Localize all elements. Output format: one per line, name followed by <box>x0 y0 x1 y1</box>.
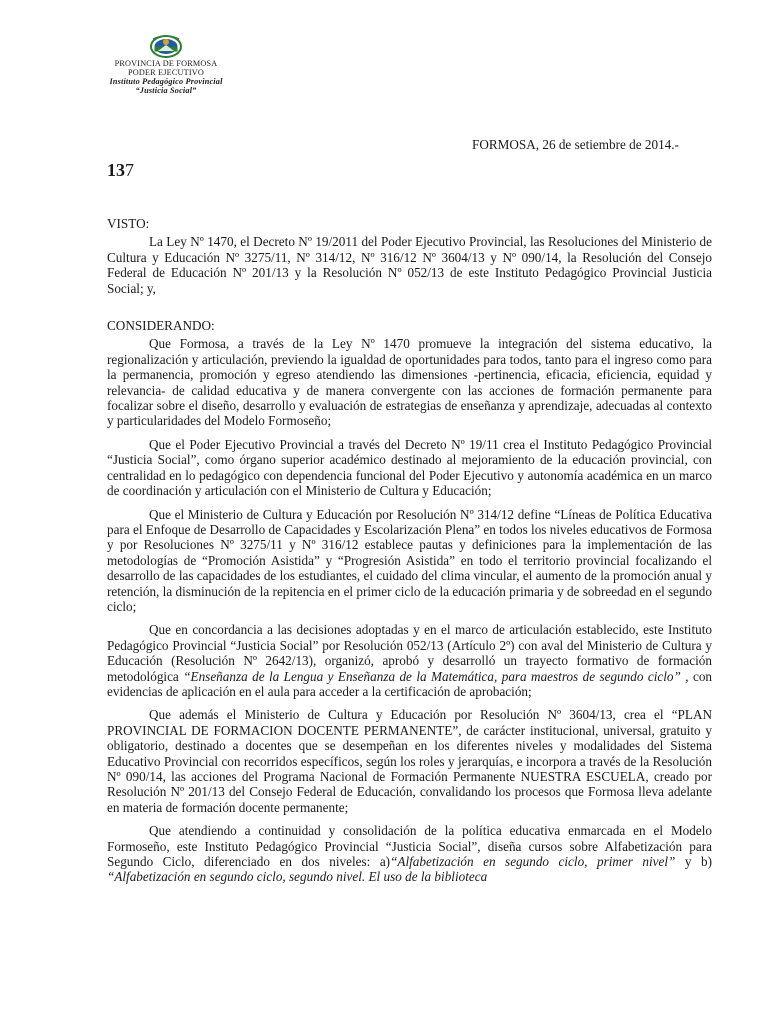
resolution-number-last: 7 <box>125 160 134 180</box>
paragraph-4-text-b: , con evidencias de aplicación en el aula para acceder a la certificación de aprobación; <box>107 668 713 699</box>
considerando-paragraph-3: Que el Ministerio de Cultura y Educación por Resolución Nº 314/12 define “Líneas de Política Educativa para el Enfoque de Desarrollo de Capacidades y Escolarización Plena” en todos los niveles educativos de Formosa y por Resoluciones Nº 3275/11 y Nº 316/12 establece pautas y definiciones para la implementación de las metodologías de “Promoción Asistida” y “Progresión Asistida” en todo el territorio provincial focalizando el desarrollo de las capacidades de los estudiantes, el cuidado del clima vincular, el aumento de la promoción anual y retención, la disminución de la repitencia en el primer ciclo de la educación primaria y de sobreedad en el segundo ciclo; <box>107 506 712 614</box>
course-level-2-italic: “Alfabetización en segundo ciclo, segundo nivel. El uso de la biblioteca <box>107 869 488 885</box>
considerando-paragraph-1: Que Formosa, a través de la Ley Nº 1470 promueve la integración del sistema educativo, la regionalización y articulación, previendo la igualdad de oportunidades para todos, tanto para el ingreso como para la permanencia, promoción y egreso atendiendo las dimensiones -pertinencia, eficacia, eficiencia, equidad y relevancia- de calidad educativa y de manera convergente con las acciones de formación permanente para focalizar sobre el diseño, desarrollo y evaluación de estrategias de enseñanza y aprendizaje, adecuadas al contexto y particularidades del Modelo Formoseño; <box>107 336 712 429</box>
document-date: FORMOSA, 26 de setiembre de 2014.- <box>472 137 679 152</box>
visto-heading: VISTO: <box>107 216 150 231</box>
considerando-paragraph-6 <box>107 823 712 885</box>
considerando-paragraph-4 <box>107 622 712 699</box>
letterhead <box>104 34 228 95</box>
considerando-heading: CONSIDERANDO: <box>107 318 215 334</box>
resolution-number-main: 13 <box>107 160 125 180</box>
letterhead-province: PROVINCIA DE FORMOSA <box>114 59 218 68</box>
paragraph-4-text-a: Que en concordancia a las decisiones adoptadas y en el marco de articulación establecido, este Instituto Pedagógico Provincial “Justicia Social” por Resolución 052/13 (Artículo 2º) con aval del Ministerio de Cultura y Educación (Resolución Nº 2642/13), organizó, aprobó y desarrolló un trayecto formativo de formación metodológica <box>107 622 712 684</box>
paragraph-6-text-a: Que atendiendo a continuidad y consolidación de la política educativa enmarcada en el Modelo Formoseño, este Instituto Pedagógico Provincial “Justicia Social”, diseña cursos sobre Alfabetización para Segundo Ciclo, diferenciado en dos niveles: a) <box>107 823 712 870</box>
considerando-paragraph-2: Que el Poder Ejecutivo Provincial a través del Decreto Nº 19/11 crea el Instituto Pedagógico Provincial “Justicia Social”, como órgano superior académico destinado al mejoramiento de la educación provincial, con centralidad en lo pedagógico con dependencia funcional del Poder Ejecutivo y autonomía académica en un marco de coordinación y articulación con el Ministerio de Cultura y Educación; <box>107 436 712 499</box>
visto-paragraph: La Ley Nº 1470, el Decreto Nº 19/2011 del Poder Ejecutivo Provincial, las Resoluciones del Ministerio de Cultura y Educación Nº 3275/11, Nº 314/12, Nº 316/12 Nº 3604/13 y Nº 090/14, la Resolución del Consejo Federal de Educación Nº 201/13 y la Resolución Nº 052/13 de este Instituto Pedagógico Provincial Justicia Social; y, <box>107 234 712 296</box>
considerando-paragraph-5: Que además el Ministerio de Cultura y Educación por Resolución Nº 3604/13, crea el “PLAN PROVINCIAL DE FORMACION DOCENTE PERMANENTE”, de carácter institucional, universal, gratuito y obligatorio, destinado a docentes que se desempeñan en los diferentes niveles y modalidades del Sistema Educativo Provincial con recorridos específicos, según los roles y jerarquías, e incorpora a través de la Resolución Nº 090/14, las acciones del Programa Nacional de Formación Permanente NUESTRA ESCUELA, creado por Resolución Nº 201/13 del Consejo Federal de Educación, convalidando los procesos que Formosa lleva adelante en materia de formación docente permanente; <box>107 707 712 815</box>
resolution-number <box>107 160 134 181</box>
letterhead-motto: “Justicia Social” <box>135 86 197 95</box>
provincial-seal-icon <box>149 34 183 58</box>
letterhead-executive: PODER EJECUTIVO <box>127 68 204 77</box>
course-title-italic: “Enseñanza de la Lengua y Enseñanza de la Matemática, para maestros de segundo ciclo” <box>183 668 681 684</box>
paragraph-6-text-b: y b) <box>675 854 712 870</box>
document-body <box>107 216 712 885</box>
letterhead-institute: Instituto Pedagógico Provincial <box>109 77 223 86</box>
course-level-1-italic: “Alfabetización en segundo ciclo, primer nivel” <box>390 854 676 870</box>
